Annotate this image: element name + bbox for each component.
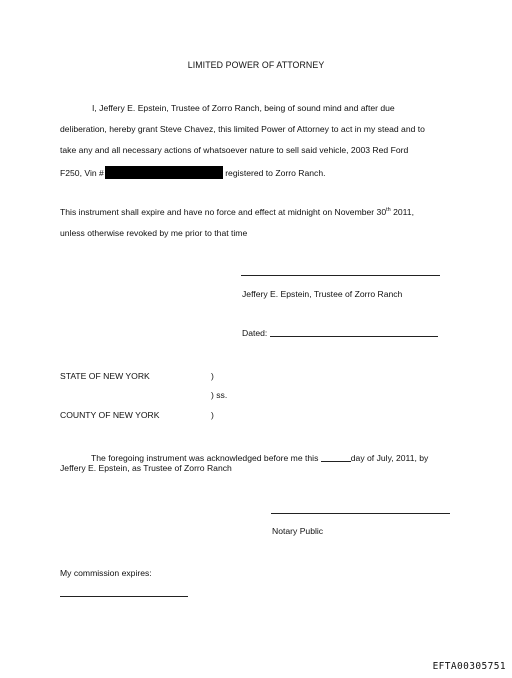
notary-signature-line: [271, 513, 450, 514]
venue-paren-1: ): [211, 371, 214, 381]
dated-line: [270, 336, 438, 337]
redaction-box: [105, 166, 223, 179]
expiry-year: 2011,: [390, 207, 414, 217]
bates-number: EFTA00305751: [432, 661, 506, 672]
body-line-2: deliberation, hereby grant Steve Chavez, this limited Power of Attorney to act in my stead and to: [60, 124, 425, 134]
county-label: COUNTY OF NEW YORK: [60, 410, 160, 420]
expiry-text: This instrument shall expire and have no force and effect at midnight on November 30: [60, 207, 387, 217]
signature-line: [241, 275, 440, 276]
acknowledgment-line-1: [91, 453, 428, 463]
state-label: STATE OF NEW YORK: [60, 371, 150, 381]
venue-paren-2: ): [211, 410, 214, 420]
ack-date-text: day of July, 2011, by: [350, 453, 429, 463]
dated-row: [242, 328, 438, 338]
registered-text: registered to Zorro Ranch.: [225, 168, 326, 178]
ack-text: The foregoing instrument was acknowledged before me this: [91, 453, 319, 463]
body-line-1: I, Jeffery E. Epstein, Trustee of Zorro Ranch, being of sound mind and after due: [92, 103, 395, 113]
dated-label: Dated:: [242, 328, 268, 338]
expiry-line-1: [60, 207, 414, 217]
venue-ss: ) ss.: [211, 390, 228, 400]
body-line-3: take any and all necessary actions of whatsoever nature to sell said vehicle, 2003 Red Ford: [60, 145, 409, 155]
commission-line: [60, 596, 188, 597]
ordinal-suffix: th: [386, 207, 391, 214]
vin-label: F250, Vin #: [60, 168, 104, 178]
body-line-4: [60, 166, 326, 179]
notary-label: Notary Public: [272, 526, 324, 536]
day-blank: [321, 461, 351, 462]
expiry-line-2: unless otherwise revoked by me prior to that time: [60, 228, 248, 238]
signer-name: Jeffery E. Epstein, Trustee of Zorro Ranch: [242, 289, 403, 299]
commission-label: My commission expires:: [60, 568, 152, 578]
document-title: LIMITED POWER OF ATTORNEY: [187, 60, 325, 70]
acknowledgment-line-2: Jeffery E. Epstein, as Trustee of Zorro Ranch: [60, 463, 232, 473]
